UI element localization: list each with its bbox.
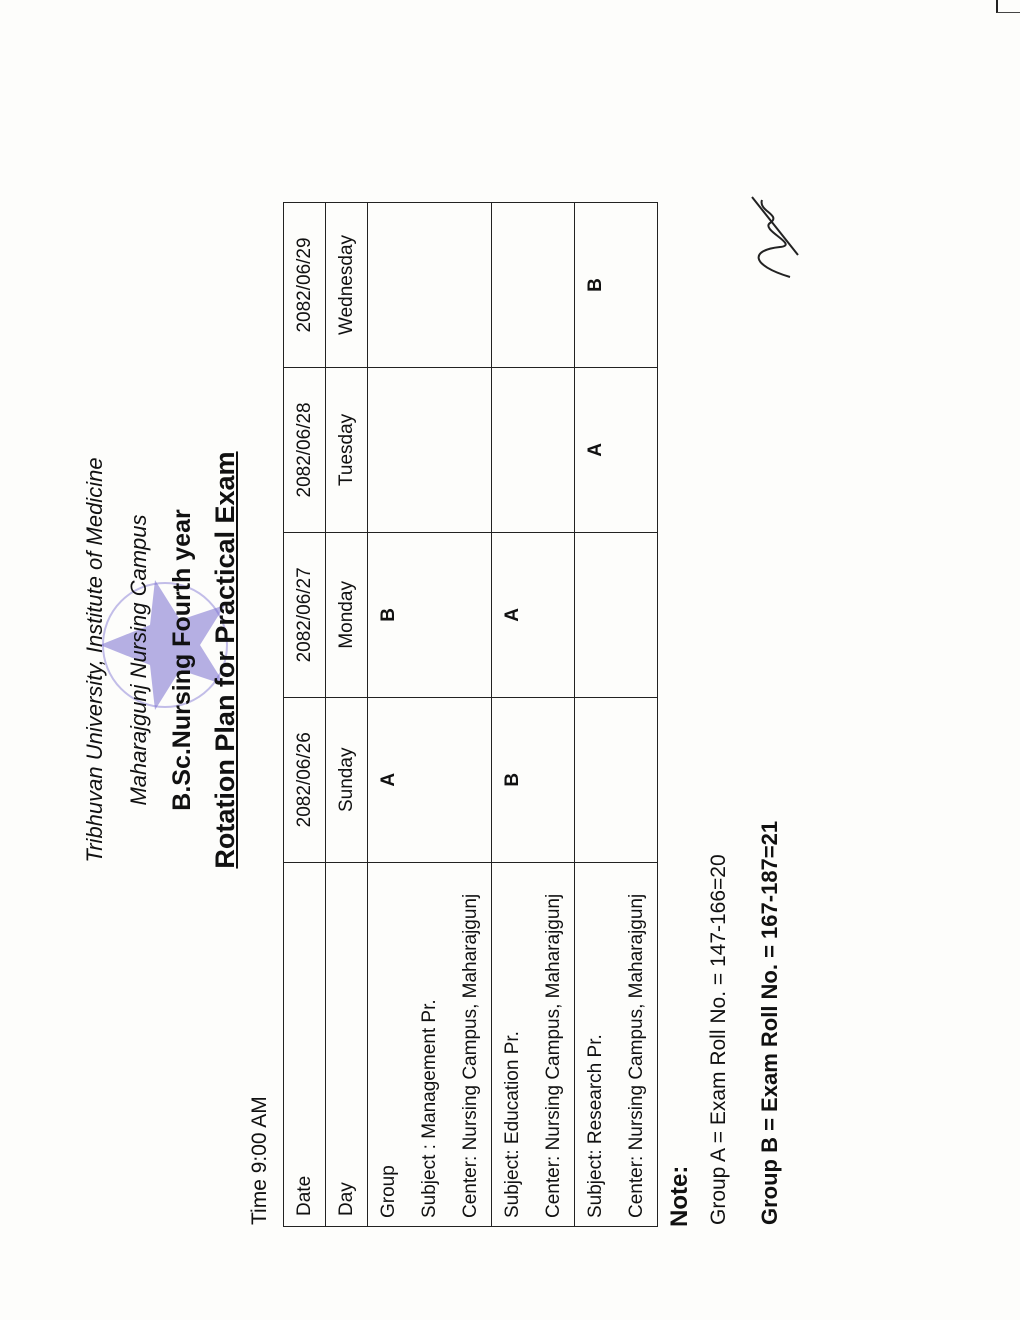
center-label: Center: Nursing Campus, Maharajgunj xyxy=(626,893,647,1218)
university-heading: Tribhuvan University, Institute of Medicine xyxy=(82,457,107,863)
subject-label: Subject: Education Pr. xyxy=(502,1031,523,1218)
subject-label: Subject: Research Pr. xyxy=(585,1034,606,1218)
rotation-schedule-table xyxy=(283,202,658,1227)
center-label: Center: Nursing Campus, Maharajgunj xyxy=(543,893,564,1218)
campus-heading: Maharajgunj Nursing Campus xyxy=(126,514,151,806)
day-cell: Wednesday xyxy=(326,203,368,368)
research-group-row xyxy=(575,203,658,1227)
day-cell: Tuesday xyxy=(326,367,368,532)
day-cell: Monday xyxy=(326,532,368,697)
management-group-row xyxy=(368,203,492,1227)
group-assignment: B xyxy=(585,278,606,292)
note-title: Note: xyxy=(666,1165,693,1227)
date-cell: 2082/06/28 xyxy=(284,367,326,532)
group-assignment: A xyxy=(585,443,606,457)
note-group-a: Group A = Exam Roll No. = 147-166=20 xyxy=(707,854,730,1225)
group-assignment xyxy=(368,203,409,367)
exam-time: Time 9:00 AM xyxy=(248,1096,271,1225)
group-assignment: B xyxy=(378,607,399,622)
group-assignment xyxy=(575,698,616,862)
program-heading: B.Sc.Nursing Fourth year xyxy=(168,509,196,811)
day-row xyxy=(326,203,368,1227)
date-row xyxy=(284,203,326,1227)
group-assignment xyxy=(368,368,409,532)
day-cell: Sunday xyxy=(326,697,368,862)
group-assignment xyxy=(492,368,533,532)
group-assignment xyxy=(575,533,616,697)
document-title: Rotation Plan for Practical Exam xyxy=(210,451,240,869)
date-cell: 2082/06/27 xyxy=(284,532,326,697)
day-label: Day xyxy=(326,862,368,1226)
group-label: Group xyxy=(378,1165,399,1218)
date-label: Date xyxy=(284,862,326,1226)
note-group-b: Group B = Exam Roll No. = 167-187=21 xyxy=(757,820,782,1225)
center-label: Center: Nursing Campus, Maharajgunj xyxy=(460,893,481,1218)
group-assignment: B xyxy=(502,772,523,787)
date-cell: 2082/06/26 xyxy=(284,697,326,862)
subject-label: Subject : Management Pr. xyxy=(419,999,440,1218)
handwritten-signature xyxy=(740,185,810,285)
education-group-row xyxy=(492,203,575,1227)
group-assignment: A xyxy=(378,772,399,787)
date-cell: 2082/06/29 xyxy=(284,203,326,368)
group-assignment: A xyxy=(502,607,523,622)
group-assignment xyxy=(492,203,533,367)
